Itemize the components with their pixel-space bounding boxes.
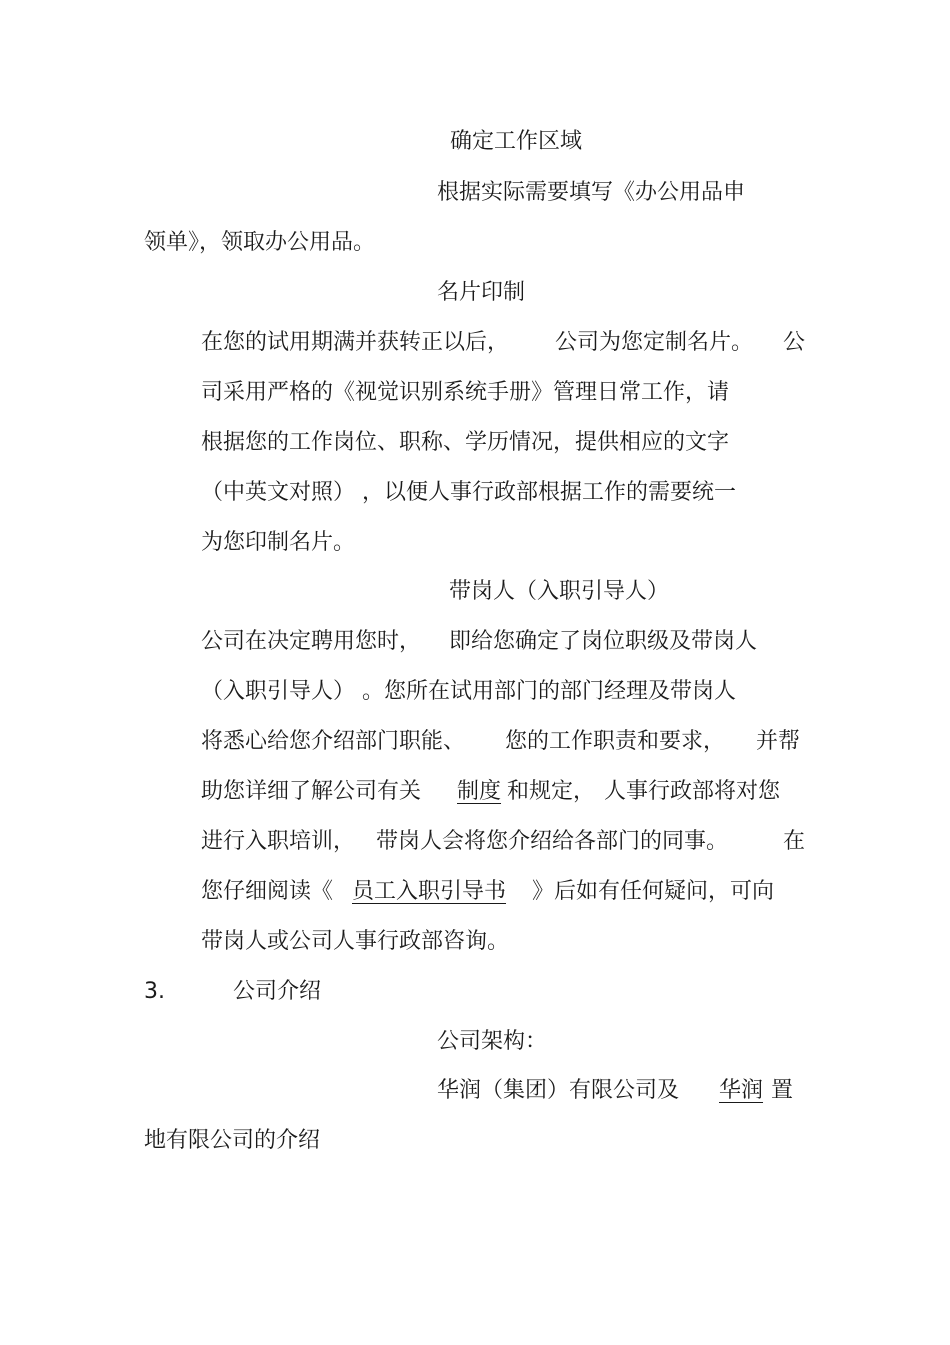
link-regulations[interactable]: 制度 — [457, 779, 502, 804]
card-line-1-b: 公司为您定制名片。 — [555, 330, 754, 355]
section-3-title: 公司介绍 — [233, 979, 322, 1004]
structure-line-1-c: 置 — [771, 1078, 794, 1103]
mentor-line-4-a: 助您详细了解公司有关 — [201, 779, 422, 804]
structure-line-2: 地有限公司的介绍 — [144, 1128, 321, 1153]
heading-work-area: 确定工作区域 — [450, 129, 583, 154]
card-line-3: 根据您的工作岗位、职称、学历情况，提供相应的文字 — [201, 430, 730, 455]
section-3-number: 3. — [144, 979, 165, 1004]
mentor-line-1-b: 即给您确定了岗位职级及带岗人 — [449, 629, 758, 654]
card-line-4: （中英文对照） ，以便人事行政部根据工作的需要统一 — [201, 480, 736, 505]
mentor-line-2: （入职引导人） 。您所在试用部门的部门经理及带岗人 — [201, 679, 736, 704]
heading-mentor: 带岗人（入职引导人） — [449, 579, 670, 604]
card-line-1-c: 公 — [783, 330, 806, 355]
heading-business-card: 名片印制 — [437, 280, 526, 305]
mentor-line-4-d: 人事行政部将对您 — [604, 779, 781, 804]
office-supplies-line-1: 根据实际需要填写《办公用品申 — [437, 180, 746, 205]
link-onboarding-guide[interactable]: 员工入职引导书 — [352, 879, 507, 904]
mentor-line-4-c: 和规定， — [507, 779, 596, 804]
structure-line-1-a: 华润（集团）有限公司及 — [437, 1078, 680, 1103]
office-supplies-line-2: 领单》，领取办公用品。 — [144, 230, 376, 255]
card-line-5: 为您印制名片。 — [201, 530, 356, 555]
mentor-line-5-c: 在 — [783, 829, 806, 854]
mentor-line-7: 带岗人或公司人事行政部咨询。 — [201, 929, 510, 954]
mentor-line-3-b: 您的工作职责和要求， — [505, 729, 726, 754]
structure-label: 公司架构： — [437, 1029, 548, 1054]
mentor-line-5-b: 带岗人会将您介绍给各部门的同事。 — [376, 829, 729, 854]
mentor-line-6-c: 》后如有任何疑问，可向 — [532, 879, 775, 904]
mentor-line-3-c: 并帮 — [756, 729, 801, 754]
mentor-line-6-a: 您仔细阅读《 — [201, 879, 334, 904]
mentor-line-1-a: 公司在决定聘用您时， — [201, 629, 422, 654]
link-china-resources[interactable]: 华润 — [719, 1078, 764, 1103]
card-line-1-a: 在您的试用期满并获转正以后， — [201, 330, 510, 355]
mentor-line-5-a: 进行入职培训， — [201, 829, 356, 854]
mentor-line-3-a: 将悉心给您介绍部门职能、 — [201, 729, 466, 754]
card-line-2: 司采用严格的《视觉识别系统手册》管理日常工作，请 — [201, 380, 730, 405]
